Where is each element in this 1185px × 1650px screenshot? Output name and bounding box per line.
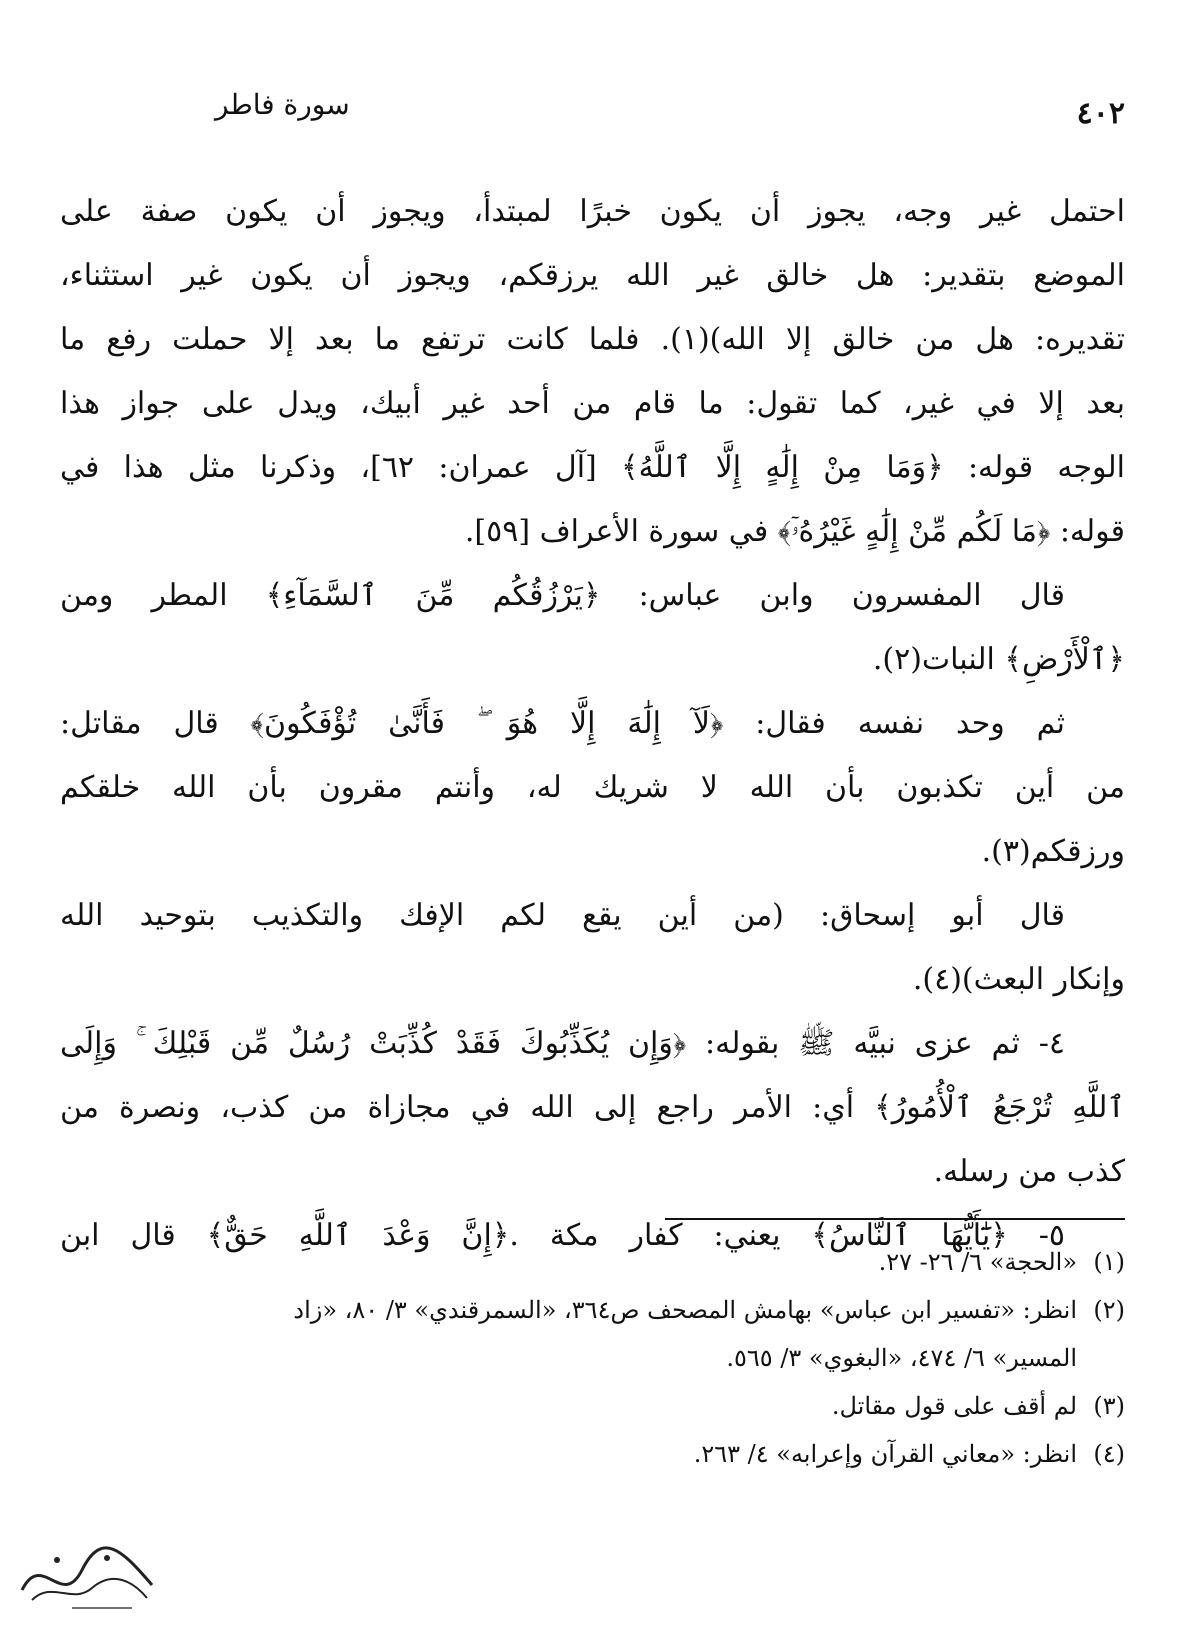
page-header xyxy=(60,78,1125,138)
footnote-2 xyxy=(60,1286,1125,1334)
main-text xyxy=(60,180,1125,1268)
footnote-text: المسير» ٦/ ٤٧٤، «البغوي» ٣/ ٥٦٥. xyxy=(726,1344,1077,1372)
text-line: قوله: ﴿مَا لَكُم مِّنْ إِلَٰهٍ غَيْرُهُۥٓ﴾ في سورة الأعراف [٥٩]. xyxy=(464,514,1125,549)
footnote-number: (٣) xyxy=(1093,1392,1125,1420)
footnote-2-continued xyxy=(60,1334,1125,1382)
text-line: كذب من رسله. xyxy=(933,1154,1125,1189)
footnote-3 xyxy=(60,1382,1125,1430)
footnote-text: انظر: «تفسير ابن عباس» بهامش المصحف ص٣٦٤، «السمرقندي» ٣/ ٨٠، «زاد xyxy=(293,1296,1077,1324)
text-line: ورزقكم(٣). xyxy=(981,834,1125,869)
page-number: ٤٠٢ xyxy=(1076,96,1125,131)
text-line: ٤- ثم عزى نبيَّه ﷺ بقوله: ﴿وَإِن يُكَذِّبُوكَ فَقَدْ كُذِّبَتْ رُسُلٌ مِّن قَبْلِكَ ۚ وَإِلَى xyxy=(60,1026,1065,1061)
text-line: من أين تكذبون بأن الله لا شريك له، وأنتم مقرون بأن الله خلقكم xyxy=(60,770,1125,805)
footnote-text: لم أقف على قول مقاتل. xyxy=(831,1392,1077,1420)
text-line: قال المفسرون وابن عباس: ﴿يَرْزُقُكُم مِّنَ ٱلسَّمَآءِ﴾ المطر ومن xyxy=(60,578,1065,613)
footnote-text: «الحجة» ٦/ ٢٦- ٢٧. xyxy=(878,1248,1077,1276)
text-line: بعد إلا في غير، كما تقول: ما قام من أحد غير أبيك، ويدل على جواز هذا xyxy=(60,386,1125,421)
footnote-divider xyxy=(665,1218,1125,1220)
library-stamp-logo xyxy=(12,1530,162,1620)
text-line: ﴿ٱلْأَرْضِ﴾ النبات(٢). xyxy=(872,642,1125,677)
text-line: تقديره: هل من خالق إلا الله)(١). فلما كانت ترتفع ما بعد إلا حملت رفع ما xyxy=(60,322,1125,357)
footnote-number: (٢) xyxy=(1093,1296,1125,1324)
text-line: ثم وحد نفسه فقال: ﴿لَآ إِلَٰهَ إِلَّا هُوَ ۖ فَأَنَّىٰ تُؤْفَكُونَ﴾ قال مقاتل: xyxy=(60,706,1065,741)
running-title: سورة فاطر xyxy=(215,88,350,121)
footnote-1 xyxy=(60,1238,1125,1286)
text-line: قال أبو إسحاق: (من أين يقع لكم الإفك والتكذيب بتوحيد الله xyxy=(60,898,1065,933)
text-line: الموضع بتقدير: هل خالق غير الله يرزقكم، ويجوز أن يكون غير استثناء، xyxy=(60,258,1125,293)
text-line: ٱللَّهِ تُرْجَعُ ٱلْأُمُورُ﴾ أي: الأمر راجع إلى الله في مجازاة من كذب، ونصرة من xyxy=(60,1090,1125,1125)
footnotes xyxy=(60,1238,1125,1478)
text-line: احتمل غير وجه، يجوز أن يكون خبرًا لمبتدأ، ويجوز أن يكون صفة على xyxy=(60,194,1125,229)
footnote-number: (١) xyxy=(1093,1248,1125,1276)
footnote-4 xyxy=(60,1430,1125,1478)
text-line: ٥- ﴿يَٰٓأَيُّهَا ٱلنَّاسُ﴾ يعني: كفار مكة .﴿إِنَّ وَعْدَ ٱللَّهِ حَقٌّ﴾ قال ابن xyxy=(60,1218,1065,1253)
text-line: وإنكار البعث)(٤). xyxy=(912,962,1125,997)
text-line: الوجه قوله: ﴿وَمَا مِنْ إِلَٰهٍ إِلَّا ٱللَّهُ﴾ [آل عمران: ٦٢]، وذكرنا مثل هذا في xyxy=(60,450,1125,485)
footnote-text: انظر: «معاني القرآن وإعرابه» ٤/ ٢٦٣. xyxy=(693,1440,1077,1468)
footnote-number: (٤) xyxy=(1093,1440,1125,1468)
